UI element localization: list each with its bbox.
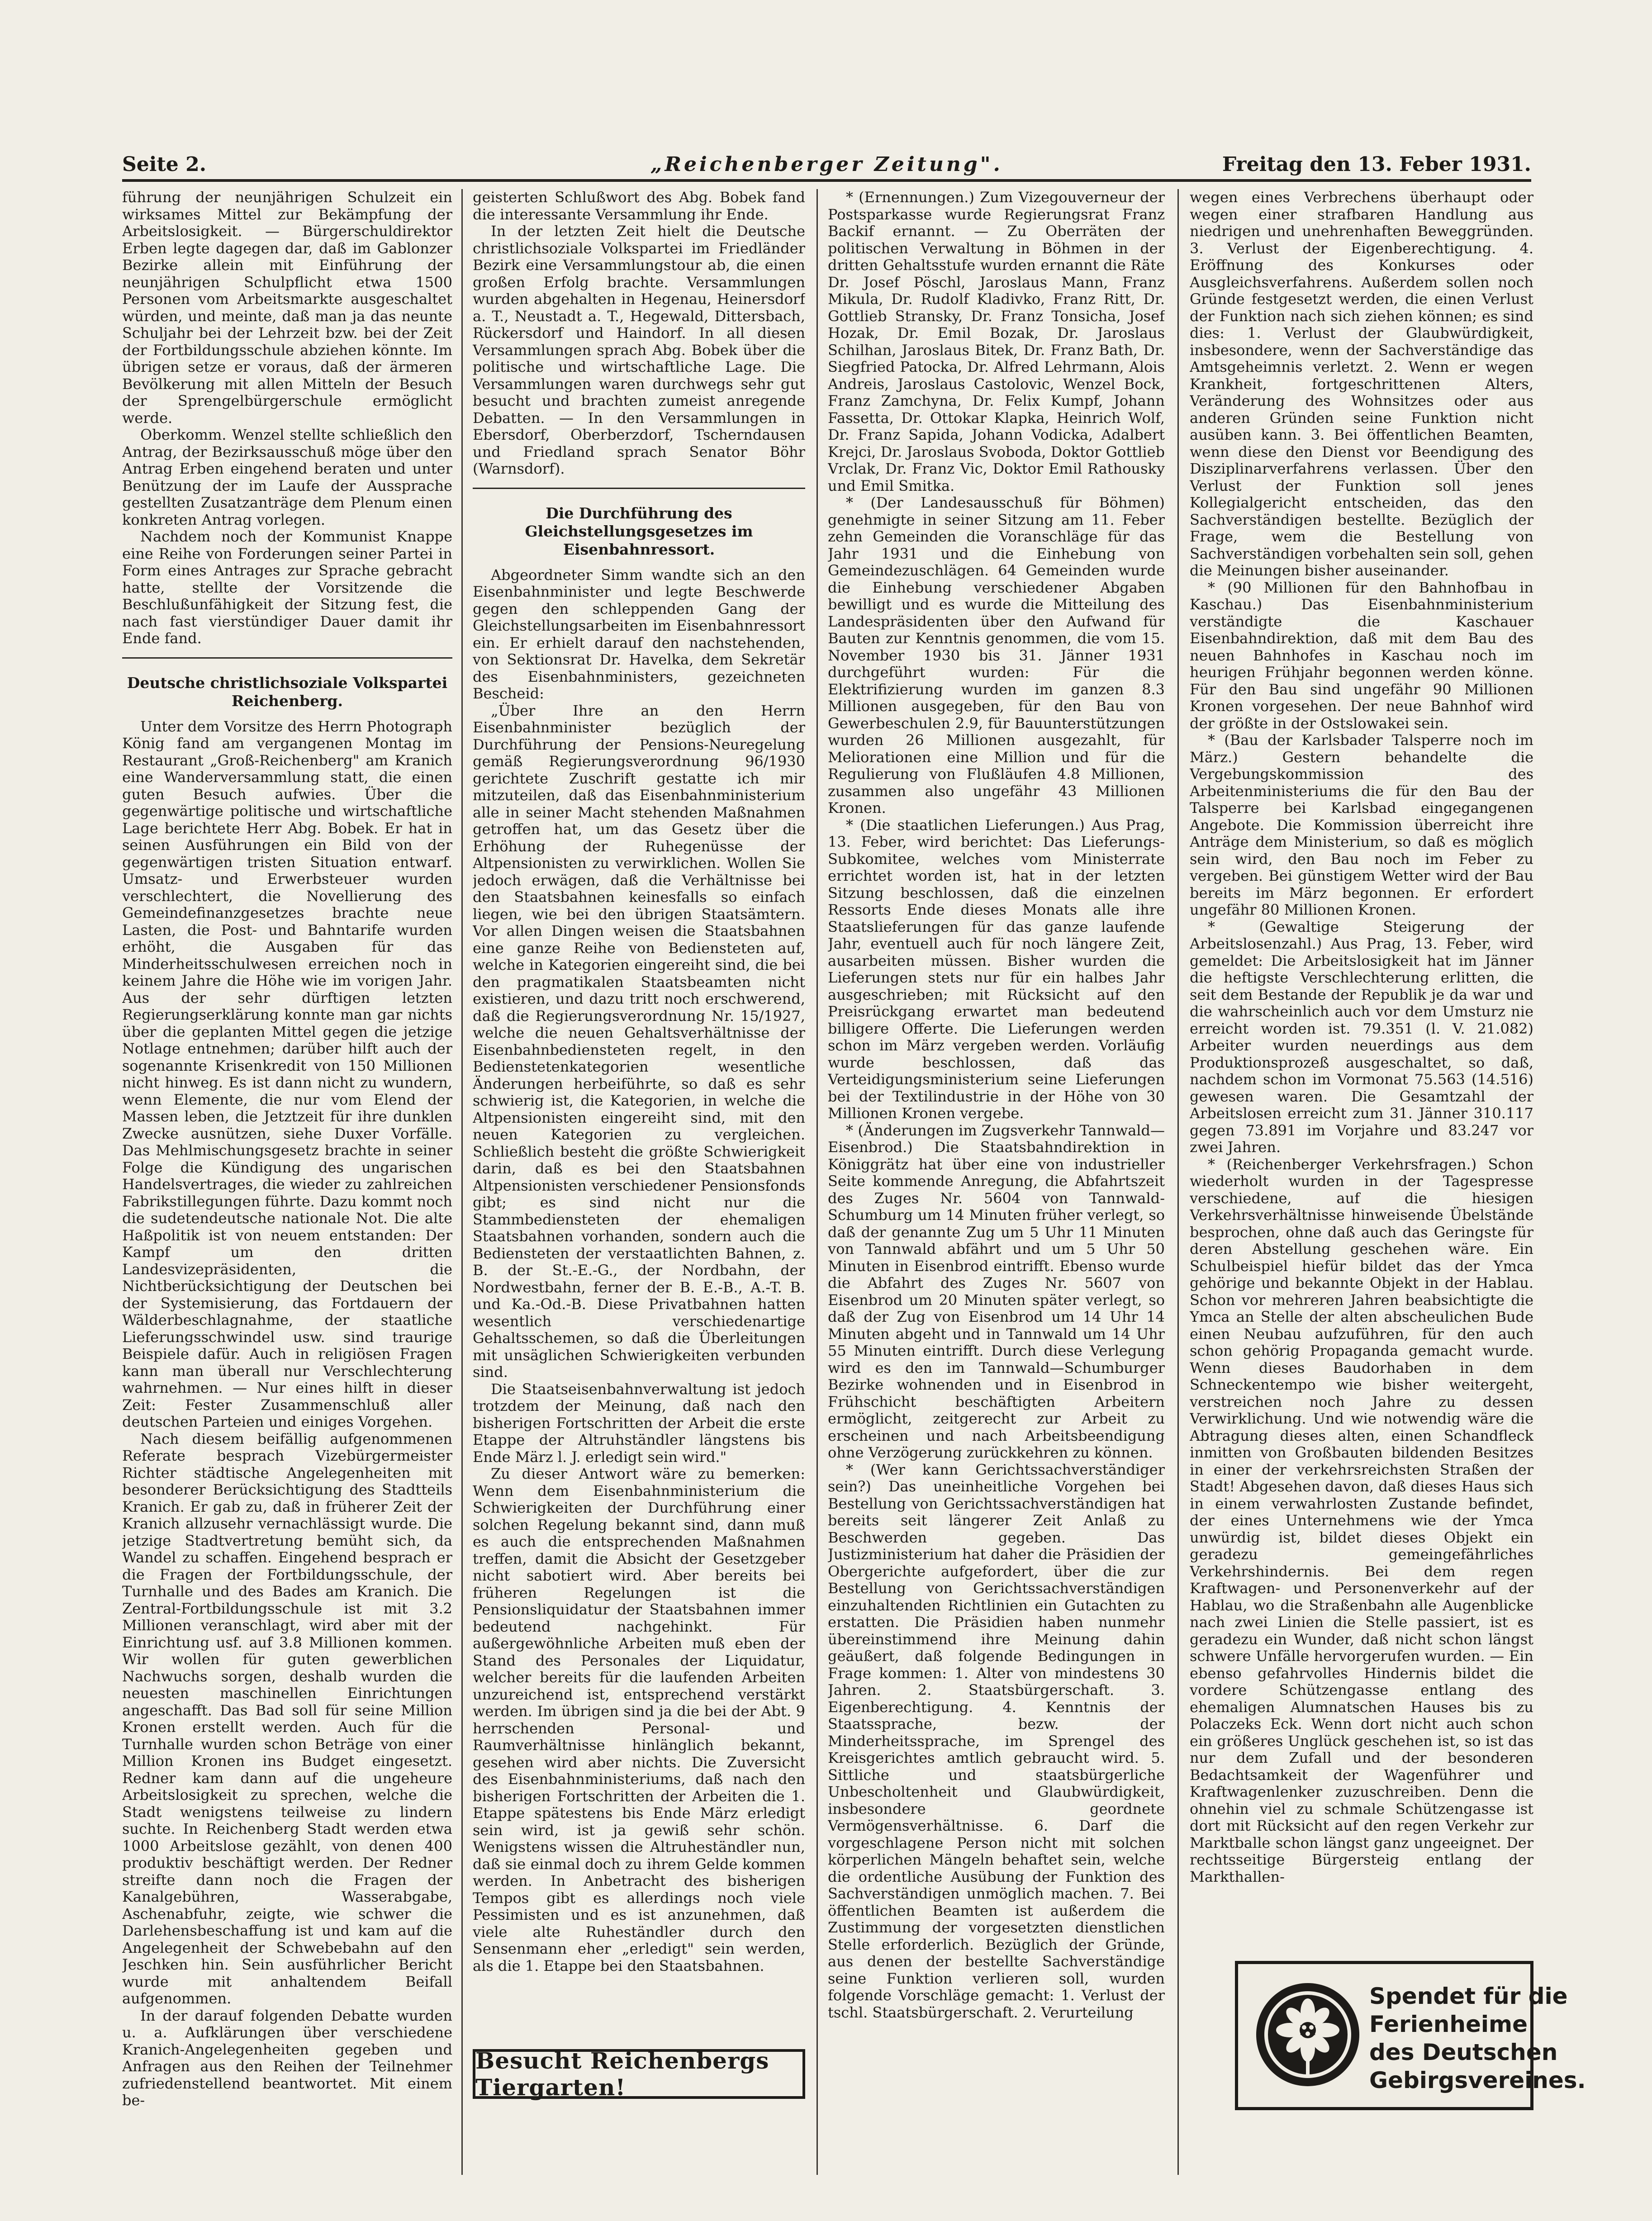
article-paragraph: „Über Ihre an den Herrn Eisenbahnminister bezüglich der Durchführung der Pensions-Neuregelung gemäß Regierungsverordnung 96/1930 gerichtete Zuschrift gestatte ich mir mitzuteilen, daß das Eisenbahnministerium alle in seiner Macht stehenden Maßnahmen getroffen hat, um das Gesetz über die Erhöhung der Ruhegenüsse der Altpensionisten zu verwirklichen. Wollen Sie jedoch erwägen, daß die Verhältnisse bei den Staatsbahnen keinesfalls so einfach liegen, wie bei den übrigen Staatsämtern. Vor allen Dingen weisen die Staatsbahnen eine ganze Reihe von Bediensteten auf, welche in Kategorien eingereiht sind, die bei den pragmatikalen Staatsbeamten nicht existieren, und dazu tritt noch erschwerend, daß die Regierungsverordnung Nr. 15/1927, welche die neuen Gehaltsverhältnisse der Eisenbahnbediensteten regelt, in den Bedienstetenkategorien wesentliche Änderungen herbeiführte, so daß es sehr schwierig ist, die Kategorien, in welche die Altpensionisten eingereiht sind, mit den neuen Kategorien zu vergleichen. Schließlich besteht die größte Schwierigkeit darin, daß es bei den Staatsbahnen Altpensionisten verschiedener Pensionsfonds gibt; es sind nicht nur die Stammbediensteten der ehemaligen Staatsbahnen vorhanden, sondern auch die Bediensteten der verstaatlichten Bahnen, z. B. der St.-E.-G., der Nordbahn, der Nordwestbahn, ferner der B. E.-B., A.-T. B. und Ka.-Od.-B. Diese Privatbahnen hatten wesentlich verschiedenartige Gehaltsschemen, so daß die Überleitungen mit unsäglichen Schwierigkeiten verbunden sind. — [473, 702, 805, 1381]
news-item: * (Der Landesausschuß für Böhmen) genehmigte in seiner Sitzung am 11. Feber zehn Gemeinden die Voranschläge für das Jahr 1931 und die Einhebung von Gemeindezuschlägen. 64 Gemeinden wurde die Einhebung verschiedener Abgaben bewilligt und es wurde die Mitteilung des Landespräsidenten über den Aufwand für Bauten zur Kenntnis genommen, die vom 15. November 1930 bis 31. Jänner 1931 durchgeführt wurden: Für die Elektrifizierung wurden im ganzen 8.3 Millionen ausgegeben, für den Bau von Gewerbeschulen 2.9, für Bauunterstützungen wurden 26 Millionen ausgezahlt, für Meliorationen eine Million und für die Regulierung von Flußläufen 4.8 Millionen, zusammen also ungefähr 43 Millionen Kronen. — [828, 494, 1165, 816]
page-number: Seite 2. — [122, 153, 207, 176]
article-paragraph: Die Staatseisenbahnverwaltung ist jedoch trotzdem der Meinung, daß nach den bisherigen Fortschritten der Arbeit die erste Etappe der Altruhständler längstens bis Ende März l. J. erledigt sein wird." — [473, 1380, 805, 1466]
article-paragraph: führung der neunjährigen Schulzeit ein wirksames Mittel zur Bekämpfung der Arbeitslosigkeit. — Bürgerschuldirektor Erben legte dagegen dar, daß im Gablonzer Bezirke allein mit Einführung der neunjährigen Schulpflicht etwa 1500 Personen vom Arbeitsmarkte ausgeschaltet würden, und meinte, daß man ja das neunte Schuljahr bei der Lehrzeit bzw. bei der Zeit der Fortbildungsschule abziehen könnte. Im übrigen setze er voraus, daß der ärmeren Bevölkerung mit allen Mitteln der Besuch der Sprengelbürgerschule ermöglicht werde. — [122, 189, 452, 427]
ad-line: des Deutschen — [1369, 2039, 1558, 2065]
article-paragraph: Oberkomm. Wenzel stellte schließlich den Antrag, der Bezirksausschuß möge über den Antrag Erben eingehend beraten und unter Benützung der im Laufe der Aussprache gestellten Zusatzanträge dem Plenum einen konkreten Antrag vorlegen. — [122, 426, 452, 528]
news-item: wegen eines Verbrechens überhaupt oder wegen einer strafbaren Handlung aus niedrigen und unehrenhaften Beweggründen. 3. Verlust der Eigenberechtigung. 4. Eröffnung des Konkurses oder Ausgleichsverfahrens. Außerdem sollen noch Gründe festgesetzt werden, die einen Verlust der Funktion nach sich ziehen können; es sind dies: 1. Verlust der Glaubwürdigkeit, insbesondere, wenn der Sachverständige das Amtsgeheimnis verletzt. 2. Wenn er wegen Krankheit, fortgeschrittenen Alters, Veränderung des Wohnsitzes oder aus anderen Gründen seine Funktion nicht ausüben kann. 3. Bei öffentlichen Beamten, wenn diese den Dienst vor Beendigung des Disziplinarverfahrens verlassen. Über den Verlust der Funktion soll jenes Kollegialgericht entscheiden, das den Sachverständigen bestellte. Bezüglich der Frage, wem die Bestellung von Sachverständigen vorbehalten sein soll, gehen die Meinungen bisher auseinander. — [1190, 189, 1533, 579]
column-divider — [461, 189, 463, 2175]
masthead-title: „Reichenberger Zeitung". — [650, 153, 1003, 176]
news-item: * (Wer kann Gerichtssachverständiger sein?) Das uneinheitliche Vorgehen bei Bestellung von Gerichtssachverständigen hat bereits seit längerer Zeit Anlaß zu Beschwerden gegeben. Das Justizministerium hat daher die Präsidien der Obergerichte aufgefordert, über die zur Bestellung von Gerichtssachverständigen einzuhaltenden Richtlinien ein Gutachten zu erstatten. Die Präsidien haben nunmehr übereinstimmend ihre Meinung dahin geäußert, daß folgende Bedingungen in Frage kommen: 1. Alter von mindestens 30 Jahren. 2. Staatsbürgerschaft. 3. Eigenberechtigung. 4. Kenntnis der Staatssprache, bezw. der Minderheitssprache, im Sprengel des Kreisgerichtes amtlich gebraucht wird. 5. Sittliche und staatsbürgerliche Unbescholtenheit und Glaubwürdigkeit, insbesondere geordnete Vermögensverhältnisse. 6. Darf die vorgeschlagene Person nicht mit solchen körperlichen Mängeln behaftet sein, welche die ordentliche Ausübung der Funktion des Sachverständigen unmöglich machen. 7. Bei öffentlichen Beamten ist außerdem die Zustimmung der vorgesetzten dienstlichen Stelle erforderlich. Bezüglich der Gründe, aus denen der bestellte Sachverständige seine Funktion verlieren soll, wurden folgende Vorschläge gemacht: 1. Verlust der tschl. Staatsbürgerschaft. 2. Verurteilung — [828, 1461, 1165, 2021]
article-heading: Deutsche christlichsoziale Volkspartei Reichenberg. — [127, 674, 448, 710]
ad-line: Spendet für die — [1369, 1983, 1568, 2009]
news-item: * (Gewaltige Steigerung der Arbeitslosenzahl.) Aus Prag, 13. Feber, wird gemeldet: Die Arbeitslosigkeit hat im Jänner die heftigste Verschlechterung erlitten, die seit dem Bestande der Republik je da war und die wahrscheinlich auch vor dem Umsturz nie erreicht worden ist. 79.351 (l. V. 21.082) Arbeiter wurden neuerdings aus dem Produktionsprozeß ausgeschaltet, so daß, nachdem schon im Vormonat 75.563 (14.516) gewesen waren. Die Gesamtzahl der Arbeitslosen erreicht zum 31. Jänner 310.117 gegen 73.891 im Vorjahre und 83.247 vor zwei Jahren. — [1190, 918, 1533, 1156]
article-heading: Die Durchführung des Gleichstellungsgesetzes im Eisenbahnressort. — [525, 504, 753, 558]
issue-date: Freitag den 13. Feber 1931. — [1222, 153, 1531, 176]
article-paragraph: In der letzten Zeit hielt die Deutsche christlichsoziale Volkspartei im Friedländer Bezirk eine Versammlungstour ab, die einen großen Erfolg brachte. Versammlungen wurden abgehalten in Hegenau, Heinersdorf a. T., Neustadt a. T., Hegewald, Dittersbach, Rückersdorf und Haindorf. In all diesen Versammlungen sprach Abg. Bobek über die politische und wirtschaftliche Lage. Die Versammlungen waren durchwegs sehr gut besucht und brachten zumeist anregende Debatten. — In den Versammlungen in Ebersdorf, Oberberzdorf, Tscherndausen und Friedland sprach Senator Böhr (Warnsdorf). — [473, 223, 805, 477]
article-paragraph: geisterten Schlußwort des Abg. Bobek fand die interessante Versammlung ihr Ende. — [473, 189, 805, 223]
column-4 — [1190, 189, 1533, 1949]
ferienheime-advertisement — [1235, 1961, 1586, 2110]
column-3 — [828, 189, 1165, 2175]
news-item: * (Ernennungen.) Zum Vizegouverneur der Postsparkasse wurde Regierungsrat Franz Backif ernannt. — Zu Oberräten der politischen Verwaltung in Böhmen in der dritten Gehaltsstufe wurden ernannt die Räte Dr. Josef Pöschl, Jaroslaus Mann, Franz Mikula, Dr. Rudolf Kladivko, Franz Ritt, Dr. Gottlieb Stransky, Dr. Franz Tonsicha, Josef Hozak, Dr. Emil Bozak, Dr. Jaroslaus Schilhan, Jaroslaus Bitek, Dr. Franz Bath, Dr. Siegfried Patocka, Dr. Alfred Lehrmann, Alois Andreis, Jaroslaus Castolovic, Wenzel Bock, Franz Zamchyna, Dr. Felix Kumpf, Johann Fassetta, Dr. Ottokar Klapka, Heinrich Wolf, Dr. Franz Sapida, Johann Vodicka, Adalbert Krejci, Dr. Jaroslaus Svoboda, Doktor Gottlieb Vrclak, Dr. Franz Vic, Doktor Emil Rathousky und Emil Smitka. — [828, 189, 1165, 494]
ad-line: Gebirgsvereines. — [1369, 2067, 1586, 2093]
article-paragraph: Nachdem noch der Kommunist Knappe eine Reihe von Forderungen seiner Partei in Form eines Antrages zur Sprache gebracht hatte, stellte der Vorsitzende die Beschlußunfähigkeit der Sitzung fest, die nach fast vierstündiger Dauer damit ihr Ende fand. — [122, 528, 452, 647]
article-paragraph: Unter dem Vorsitze des Herrn Photograph König fand am vergangenen Montag im Restaurant „Groß-Reichenberg" am Kranich eine Wanderversammlung statt, die einen guten Besuch aufwies. Über die gegenwärtige politische und wirtschaftliche Lage berichtete Herr Abg. Bobek. Er hat in seinen Ausführungen ein Bild von der gegenwärtigen tristen Situation entwarf. Umsatz- und Erwerbsteuer wurden verschlechtert, die Novellierung des Gemeindefinanzgesetzes brachte neue Lasten, die Post- und Bahntarife wurden erhöht, die Ausgaben für das Minderheitsschulwesen erreichen noch in keinem Jahre die Höhe wie im vorigen Jahr. Aus der sehr dürftigen letzten Regierungserklärung konnte man gar nichts über die geplanten Mittel gegen die jetzige Notlage entnehmen; darüber hilft auch der sogenannte Krisenkredit von 150 Millionen nicht hinweg. Es ist dann nicht zu wundern, wenn Elemente, die nur vom Elend der Massen leben, die Jetztzeit für ihre dunklen Zwecke ausnützen, siehe Duxer Vorfälle. Das Mehlmischungsgesetz brachte in seiner Folge die Kündigung des ungarischen Handelsvertrages, die wieder zu zahlreichen Fabrikstillegungen führte. Dazu kommt noch die sudetendeutsche nationale Not. Die alte Haßpolitik ist von neuem entstanden: Der Kampf um den dritten Landesvizepräsidenten, die Nichtberücksichtigung der Deutschen bei der Systemisierung, das Fortdauern der Wälderbeschlagnahme, der staatliche Lieferungsschwindel usw. sind traurige Beispiele dafür. Auch in religiösen Fragen kann man überall nur Verschlechterung wahrnehmen. — Nur eines hilft in dieser Zeit: Fester Zusammenschluß aller deutschen Parteien und einiges Vorgehen. — [122, 717, 452, 1430]
article-paragraph: Abgeordneter Simm wandte sich an den Eisenbahnminister und legte Beschwerde gegen den schleppenden Gang der Gleichstellungsarbeiten im Eisenbahnressort ein. Er erhielt darauf den nachstehenden, von Sektionsrat Dr. Havelka, dem Sekretär des Eisenbahnministers, gezeichneten Bescheid: — [473, 566, 805, 702]
column-divider — [817, 189, 818, 2175]
article-paragraph: Nach diesem beifällig aufgenommenen Referate besprach Vizebürgermeister Richter städtische Angelegenheiten mit besonderer Berücksichtigung des Stadtteils Kranich. Er gab zu, daß in früherer Zeit der Kranich allzusehr vernachlässigt wurde. Die jetzige Stadtvertretung bemüht sich, da Wandel zu schaffen. Eingehend besprach er die Fragen der Fortbildungsschule, der Turnhalle und des Bades am Kranich. Die Zentral-Fortbildungsschule ist mit 3.2 Millionen veranschlagt, wird aber mit der Einrichtung usf. auf 3.8 Millionen kommen. Wir wollen für guten gewerblichen Nachwuchs sorgen, deshalb wurden die neuesten maschinellen Einrichtungen angeschafft. Das Bad soll für seine Million Kronen erstellt werden. Auch für die Turnhalle wurden schon Beträge von einer Million Kronen ins Budget eingesetzt. Redner kam dann auf die ungeheure Arbeitslosigkeit zu sprechen, welche die Stadt wenigstens teilweise zu lindern suchte. In Reichenberg Stadt werden etwa 1000 Arbeitslose gezählt, von denen 400 produktiv beschäftigt werden. Der Redner streifte dann noch die Fragen der Kanalgebühren, Wasserabgabe, Aschenabfuhr, zeigte, wie schwer die Darlehensbeschaffung ist und kam auf die Angelegenheit der Schwebebahn auf den Jeschken hin. Sein ausführlicher Bericht wurde mit anhaltendem Beifall aufgenommen. — [122, 1430, 452, 2007]
header-rule — [122, 179, 1531, 182]
news-item: * (Reichenberger Verkehrsfragen.) Schon wiederholt wurden in der Tagespresse verschiedene, auf die hiesigen Verkehrsverhältnisse hinweisende Übelstände besprochen, ohne daß auch das Geringste für deren Abstellung geschehen wäre. Ein Schulbeispiel hiefür bildet das der Ymca gehörige und bekannte Objekt in der Hablau. Schon vor mehreren Jahren beabsichtigte die Ymca an Stelle der alten abscheulichen Bude einen Neubau aufzuführen, für den auch schon gehörig Propaganda gemacht wurde. Wenn dieses Baudorhaben in dem Schneckentempo wie bisher weitergeht, verstreichen noch Jahre zu dessen Verwirklichung. Und wie notwendig wäre die Abtragung dieses alten, einen Schandfleck inmitten von Großbauten bildenden Besitzes in einer der verkehrsreichsten Straßen der Stadt! Abgesehen davon, daß dieses Haus sich in einem verwahrlosten Zustande befindet, der eines Unternehmens wie der Ymca unwürdig ist, bildet dieses Objekt ein geradezu gemeingefährliches Verkehrshindernis. Bei dem regen Kraftwagen- und Personenverkehr auf der Hablau, wo die Straßenbahn alle Augenblicke nach zwei Linien die Stelle passiert, ist es geradezu ein Wunder, daß nicht schon längst schwere Unfälle hervorgerufen wurden. — Ein ebenso gefahrvolles Hindernis bildet die vordere Schützengasse entlang des ehemaligen Alumnatschen Hauses bis zu Polaczeks Eck. Wenn dort nicht auch schon ein größeres Unglück geschehen ist, so ist das nur dem Zufall und der besonderen Bedachtsamkeit der Wagenführer und Kraftwagenlenker zuzuschreiben. Denn die ohnehin viel zu schmale Schützengasse ist dort mit Rücksicht auf den regen Verkehr zur Marktballe schon längst ganz ungeeignet. Der rechtsseitige Bürgersteig entlang der Markthallen- — [1190, 1155, 1533, 1885]
news-item: * (90 Millionen für den Bahnhofbau in Kaschau.) Das Eisenbahnministerium verständigte die Kaschauer Eisenbahndirektion, daß mit dem Bau des neuen Bahnhofes in Kaschau noch im heurigen Frühjahr begonnen werden könne. Für den Bau sind ungefähr 90 Millionen Kronen vorgesehen. Der neue Bahnhof wird der größte in der Ostslowakei sein. — [1190, 579, 1533, 732]
column-divider — [1177, 189, 1179, 2175]
section-rule — [122, 657, 452, 659]
column-1 — [122, 189, 452, 2175]
section-rule — [473, 488, 805, 489]
column-2 — [473, 189, 805, 2035]
edelweiss-emblem-icon — [1253, 1980, 1362, 2089]
news-item: * (Bau der Karlsbader Talsperre noch im März.) Gestern behandelte die Vergebungskommission des Arbeitenministeriums die für den Bau der Talsperre bei Karlsbad eingegangenen Angebote. Die Kommission überreicht ihre Anträge dem Ministerium, so daß es möglich sein wird, den Bau noch im Feber zu vergeben. Bei günstigem Wetter wird der Bau bereits im März begonnen. Er erfordert ungefähr 80 Millionen Kronen. — [1190, 731, 1533, 918]
ad-text — [1369, 1982, 1586, 2094]
article-paragraph: Zu dieser Antwort wäre zu bemerken: Wenn dem Eisenbahnministerium die Schwierigkeiten der Durchführung einer solchen Regelung bekannt sind, dann muß es auch die entsprechenden Maßnahmen treffen, damit die Absicht der Gesetzgeber nicht sabotiert wird. Aber bereits bei früheren Regelungen ist die Pensionsliquidatur der Staatsbahnen immer bedeutend nachgehinkt. Für außergewöhnliche Arbeiten muß eben der Stand des Personales der Liquidatur, welcher bereits für die laufenden Arbeiten unzureichend ist, entsprechend verstärkt werden. Im übrigen sind ja die bei der Abt. 9 herrschenden Personal- und Raumverhältnisse hinlänglich bekannt, gesehen wird aber nichts. Die Zuversicht des Eisenbahnministeriums, daß nach den bisherigen Fortschritten der Arbeiten die 1. Etappe spätestens bis Ende März erledigt sein wird, ist ja gewiß sehr schön. Wenigstens wissen die Altruheständler nun, daß sie einmal doch zu ihrem Gelde kommen werden. In Anbetracht des bisherigen Tempos gibt es allerdings noch viele Pessimisten und es ist anzunehmen, daß viele alte Ruheständler durch den Sensenmann eher „erledigt" sein werden, als die 1. Etappe bei den Staatsbahnen. — [473, 1465, 805, 1974]
news-item: * (Die staatlichen Lieferungen.) Aus Prag, 13. Feber, wird berichtet: Das Lieferungs-Subkomitee, welches vom Ministerrate errichtet worden ist, hat in der letzten Sitzung beschlossen, daß die einzelnen Ressorts Ende dieses Monats alle ihre Staatslieferungen für das ganze laufende Jahr, eventuell auch für noch längere Zeit, ausarbeiten müssen. Bisher wurden die Lieferungen stets nur für ein halbes Jahr ausgeschrieben; mit Rücksicht auf den Preisrückgang erwartet man bedeutend billigere Offerte. Die Lieferungen werden schon im März vergeben werden. Vorläufig wurde beschlossen, daß das Verteidigungsministerium seine Lieferungen bei der Textilindustrie in der Höhe von 30 Millionen Kronen vergebe. — [828, 816, 1165, 1122]
article-paragraph: In der darauf folgenden Debatte wurden u. a. Aufklärungen über verschiedene Kranich-Angelegenheiten gegeben und Anfragen aus den Reihen der Teilnehmer zufriedenstellend beantwortet. Mit einem be- — [122, 2007, 452, 2109]
zoo-advertisement: Besucht Reichenbergs Tiergarten! — [473, 2049, 805, 2099]
ad-line: Ferienheime — [1369, 2011, 1528, 2037]
news-item: * (Änderungen im Zugsverkehr Tannwald—Eisenbrod.) Die Staatsbahndirektion in Königgrätz hat über eine von industrieller Seite kommende Anregung, die Abfahrtszeit des Zuges Nr. 5604 von Tannwald-Schumburg um 14 Minuten früher verlegt, so daß der genannte Zug um 5 Uhr 11 Minuten von Tannwald abfährt und um 5 Uhr 50 Minuten in Eisenbrod eintrifft. Ebenso wurde die Abfahrt des Zuges Nr. 5607 von Eisenbrod um 20 Minuten später verlegt, so daß der Zug von Eisenbrod um 14 Uhr 14 Minuten abgeht und in Tannwald um 14 Uhr 55 Minuten eintrifft. Durch diese Verlegung wird es den im Tannwald—Schumburger Bezirke wohnenden und in Eisenbrod in Frühschicht beschäftigten Arbeitern ermöglicht, zeitgerecht zur Arbeit zu erscheinen und nach Arbeitsbeendigung ohne Verzögerung zurückkehren zu können. — [828, 1121, 1165, 1461]
